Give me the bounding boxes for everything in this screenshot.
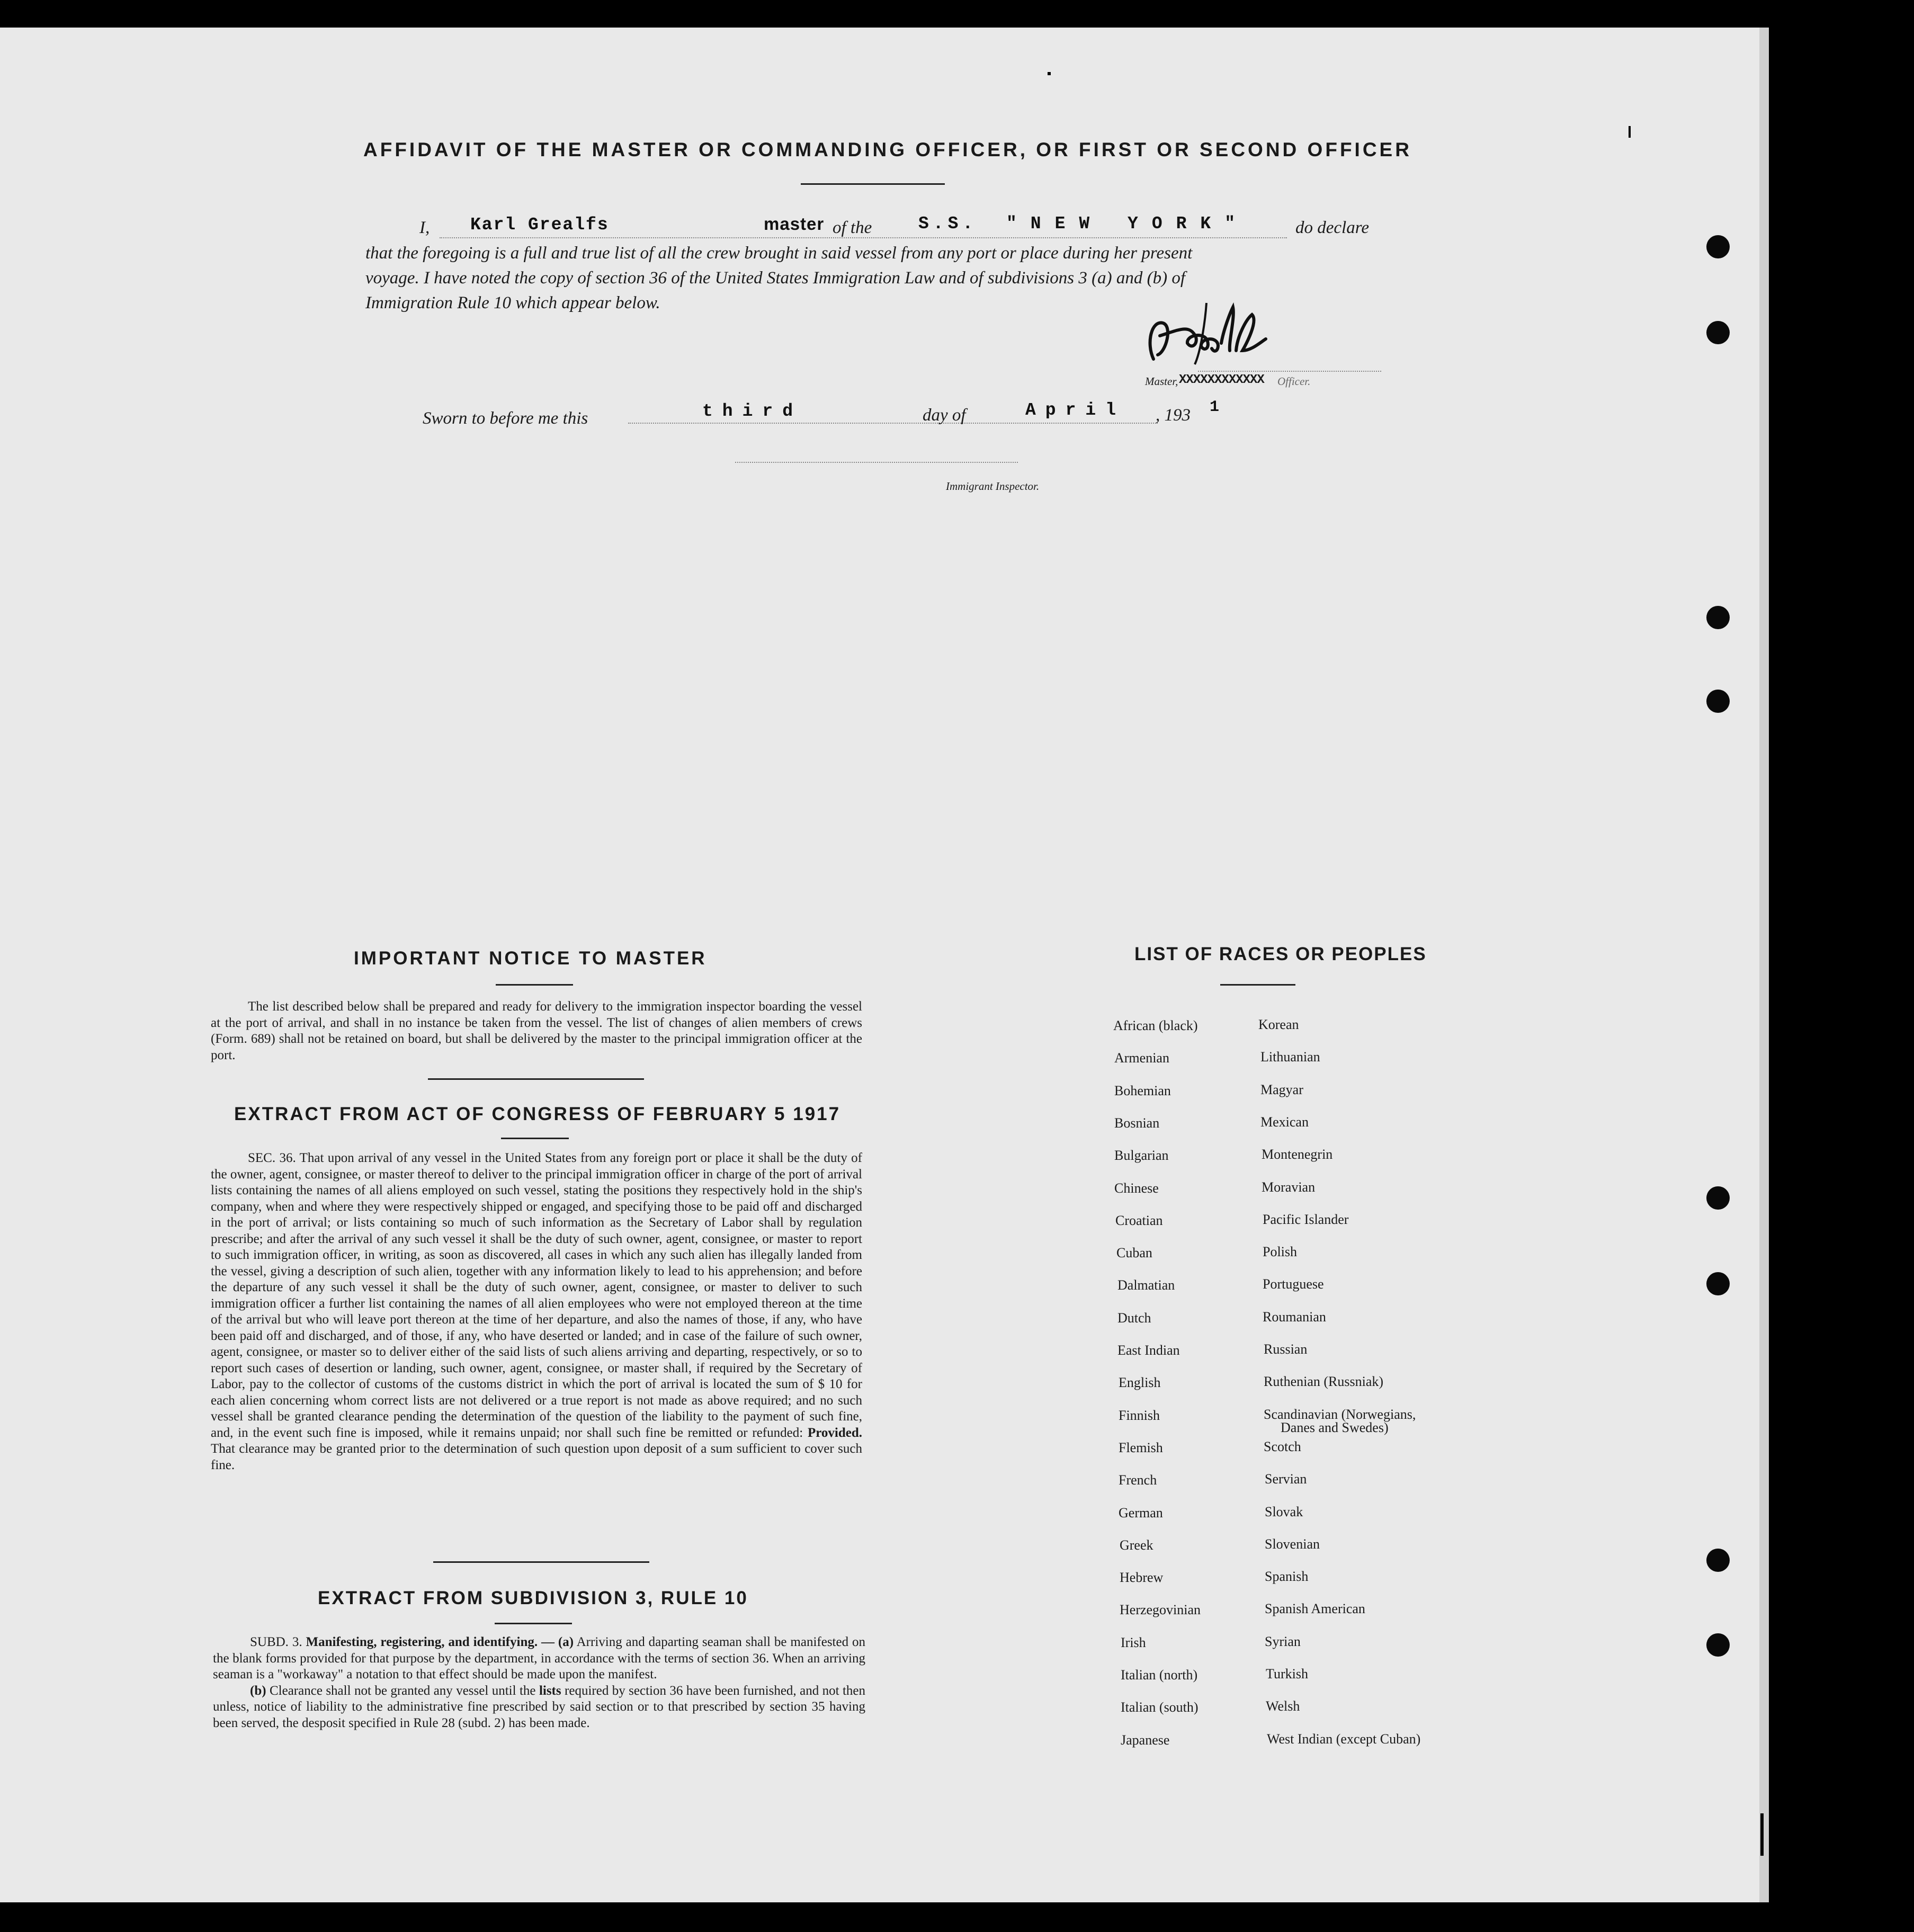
section-divider	[433, 1561, 649, 1563]
race-item: Russian	[1264, 1341, 1308, 1357]
race-item: Turkish	[1266, 1666, 1308, 1681]
act-provided: Provided.	[807, 1425, 862, 1440]
page-edge	[1759, 28, 1769, 1902]
binder-hole	[1706, 1272, 1730, 1295]
race-item: Ruthenian (Russniak)	[1264, 1374, 1384, 1390]
race-item: Hebrew	[1120, 1570, 1164, 1586]
race-item: Welsh	[1266, 1698, 1300, 1714]
race-item: Herzegovinian	[1120, 1602, 1201, 1618]
rule10-b-text1: Clearance shall not be granted any vessel until the	[269, 1683, 536, 1698]
race-item: Syrian	[1265, 1633, 1301, 1649]
rule10-b-label: (b)	[250, 1683, 266, 1698]
race-item: Servian	[1265, 1471, 1307, 1487]
affidavit-line-4: Immigration Rule 10 which appear below.	[365, 293, 660, 312]
master-name: Karl Grealfs	[470, 215, 609, 235]
year-digit: 1	[1210, 398, 1224, 416]
rule10-b-lists: lists	[539, 1683, 561, 1698]
sworn-day: third	[702, 401, 803, 421]
title-underline	[801, 183, 945, 185]
race-item: West Indian (except Cuban)	[1267, 1731, 1421, 1747]
affidavit-line-2: that the foregoing is a full and true list of all the crew brought in said vessel from any port or place during her present	[365, 244, 1193, 263]
rule10-underline	[495, 1623, 572, 1624]
race-item: East Indian	[1117, 1343, 1180, 1358]
binder-hole	[1706, 321, 1730, 344]
affidavit-title: AFFIDAVIT OF THE MASTER OR COMMANDING OFFICER, OR FIRST OR SECOND OFFICER	[363, 139, 1412, 160]
race-item: Scandinavian (Norwegians, Danes and Swedes)	[1264, 1406, 1416, 1435]
rule10-a-text: Arriving and daparting seaman shall be manifested on the blank forms provided for that purpose by the department, in accordance with the terms of section 36. When an arriving seaman is a "workaway" a notation to that effect should be made upon the manifest.	[213, 1635, 865, 1681]
scan-mark-edge	[1760, 1813, 1764, 1856]
binder-hole	[1706, 1633, 1730, 1657]
master-label: Master,	[1145, 375, 1178, 388]
ship-prefix: S.S.	[918, 214, 978, 234]
race-item: Irish	[1121, 1634, 1146, 1650]
inspector-line	[735, 462, 1018, 463]
race-item: Cuban	[1116, 1245, 1152, 1261]
affidavit-line-3: voyage. I have noted the copy of section 36 of the United States Immigration Law and of subdivisions 3 (a) and (b) of	[365, 269, 1186, 288]
rule10-text	[213, 1634, 865, 1731]
act-underline	[501, 1138, 569, 1139]
race-item: Moravian	[1262, 1179, 1316, 1195]
year-prefix: , 193	[1156, 406, 1191, 425]
race-item: Spanish	[1265, 1569, 1309, 1585]
race-item: Slovenian	[1265, 1536, 1320, 1552]
rule10-a-intro: SUBD. 3.	[250, 1635, 302, 1649]
race-item: Scotch	[1264, 1438, 1301, 1454]
act-text	[211, 1150, 862, 1473]
race-item: French	[1119, 1472, 1157, 1488]
race-item: Italian (south)	[1121, 1700, 1199, 1715]
notice-title: IMPORTANT NOTICE TO MASTER	[354, 948, 707, 969]
crossed-out-text: XXXXXXXXXXXX	[1179, 373, 1264, 387]
race-item: African (black)	[1113, 1018, 1198, 1033]
scan-speck	[1048, 72, 1051, 75]
race-item: Dalmatian	[1117, 1277, 1175, 1293]
race-item: Chinese	[1114, 1180, 1159, 1196]
day-of-label: day of	[923, 406, 966, 425]
race-item: Pacific Islander	[1263, 1211, 1349, 1227]
race-item: Croatian	[1115, 1212, 1163, 1228]
act-title: EXTRACT FROM ACT OF CONGRESS OF FEBRUARY 5 1917	[234, 1104, 841, 1124]
race-item: Polish	[1263, 1244, 1298, 1260]
races-title: LIST OF RACES OR PEOPLES	[1134, 944, 1427, 964]
signature-line	[1198, 371, 1381, 372]
act-main-text: SEC. 36. That upon arrival of any vessel in the United States from any foreign port or place it shall be the duty of the owner, agent, consignee, or master thereof to deliver to the principal immigration officer in charge of the port of arrival lists containing the names of all aliens employed on such vessel, stating the positions they respectively hold in the ship's company, when and where they were respectively shipped or engaged, and specifying those to be paid off and discharged in the port of arrival; or lists containing so much of such information as the Secretary of Labor shall by regulation prescribe; and after the arrival of any such vessel it shall be the duty of such owner, agent, consignee, or master to report to such immigration officer, in writing, as soon as discovered, all cases in which any such alien has illegally landed from the vessel, giving a description of such alien, together with any information likely to lead to his apprehension; and before the departure of any such vessel it shall be the duty of such owner, agent, consignee, or master to deliver to such immigration officer a further list containing the names of all alien employees who were not employed thereon at the time of the arrival but who will leave port thereon at the time of her departure, and also the names of those, if any, who have been paid off and discharged, and of those, if any, who have deserted or landed; and in case of the failure of such owner, agent, consignee, or master so to deliver either of the said lists of such aliens arriving and departing, respectively, or so to report such cases of desertion or landing, such owner, agent, consignee, or master shall, if required by the Secretary of Labor, pay to the collector of customs of the customs district in which the port of arrival is located the sum of $ 10 for each alien concerning whom correct lists are not delivered or a true report is not made as above required; and no such vessel shall be granted clearance pending the determination of the question of the liability to the payment of such fine, and, in the event such fine is imposed, while it remains unpaid; nor shall such fine be remitted or refunded:	[211, 1151, 862, 1440]
race-item: German	[1119, 1505, 1163, 1520]
race-item: Finnish	[1119, 1407, 1160, 1423]
race-item: Montenegrin	[1262, 1147, 1333, 1162]
notice-text	[211, 999, 862, 1063]
master-rank: master	[764, 214, 825, 234]
i-label: I,	[419, 218, 430, 237]
race-item: Bohemian	[1114, 1083, 1171, 1098]
binder-hole	[1706, 1549, 1730, 1572]
race-item: Magyar	[1260, 1081, 1303, 1097]
binder-hole	[1706, 1186, 1730, 1210]
ship-name: "NEW YORK"	[1006, 214, 1249, 234]
race-item: Portuguese	[1263, 1276, 1324, 1292]
race-item: Italian (north)	[1121, 1667, 1198, 1683]
race-item: Korean	[1258, 1017, 1299, 1032]
sworn-label: Sworn to before me this	[423, 409, 588, 428]
binder-hole	[1706, 235, 1730, 258]
act-tail-text: That clearance may be granted prior to the determination of such question upon deposit of a sum sufficient to cover such fine.	[211, 1442, 862, 1472]
race-item: Mexican	[1260, 1114, 1309, 1130]
notice-paragraph: The list described below shall be prepared and ready for delivery to the immigration inspector boarding the vessel at the port of arrival, and shall in no instance be taken from the vessel. The list of changes of alien members of crews (Form. 689) shall not be retained on board, but shall be delivered by the master to the principal immigration officer at the port.	[211, 999, 862, 1062]
officer-label: Officer.	[1277, 375, 1311, 388]
section-divider	[428, 1078, 644, 1080]
race-item: Roumanian	[1263, 1309, 1326, 1325]
race-item: Flemish	[1119, 1439, 1163, 1455]
race-item: Armenian	[1114, 1050, 1169, 1066]
sworn-month: April	[1025, 400, 1126, 420]
race-item: Spanish American	[1265, 1601, 1365, 1617]
binder-hole	[1706, 690, 1730, 713]
race-item: Greek	[1120, 1537, 1153, 1553]
races-underline	[1220, 984, 1295, 986]
document-page	[0, 28, 1769, 1902]
notice-underline	[496, 984, 573, 986]
rule10-title: EXTRACT FROM SUBDIVISION 3, RULE 10	[318, 1588, 748, 1608]
rule10-a-heading: Manifesting, registering, and identifying. — (a)	[306, 1635, 574, 1649]
of-the-label: of the	[833, 218, 872, 237]
race-item: Japanese	[1121, 1732, 1170, 1748]
race-item: Lithuanian	[1260, 1049, 1320, 1065]
do-declare-label: do declare	[1295, 218, 1369, 237]
scan-speck	[1629, 126, 1631, 138]
rule10-b-text2: required by section 36 have been furnished, and not then unless, notice of liability to the administrative fine prescribed by said section or to that prescribed by section 35 having been served, the desposit specified in Rule 28 (subd. 2) has been made.	[213, 1683, 866, 1730]
race-item: Bosnian	[1114, 1115, 1160, 1131]
race-item: Slovak	[1265, 1504, 1303, 1519]
sworn-dotted-line	[628, 423, 1158, 424]
binder-hole	[1706, 606, 1730, 629]
race-item: Dutch	[1117, 1310, 1151, 1326]
race-item: English	[1119, 1375, 1161, 1391]
race-item: Bulgarian	[1114, 1148, 1169, 1164]
inspector-label: Immigrant Inspector.	[946, 480, 1040, 493]
master-signature	[1139, 292, 1308, 372]
